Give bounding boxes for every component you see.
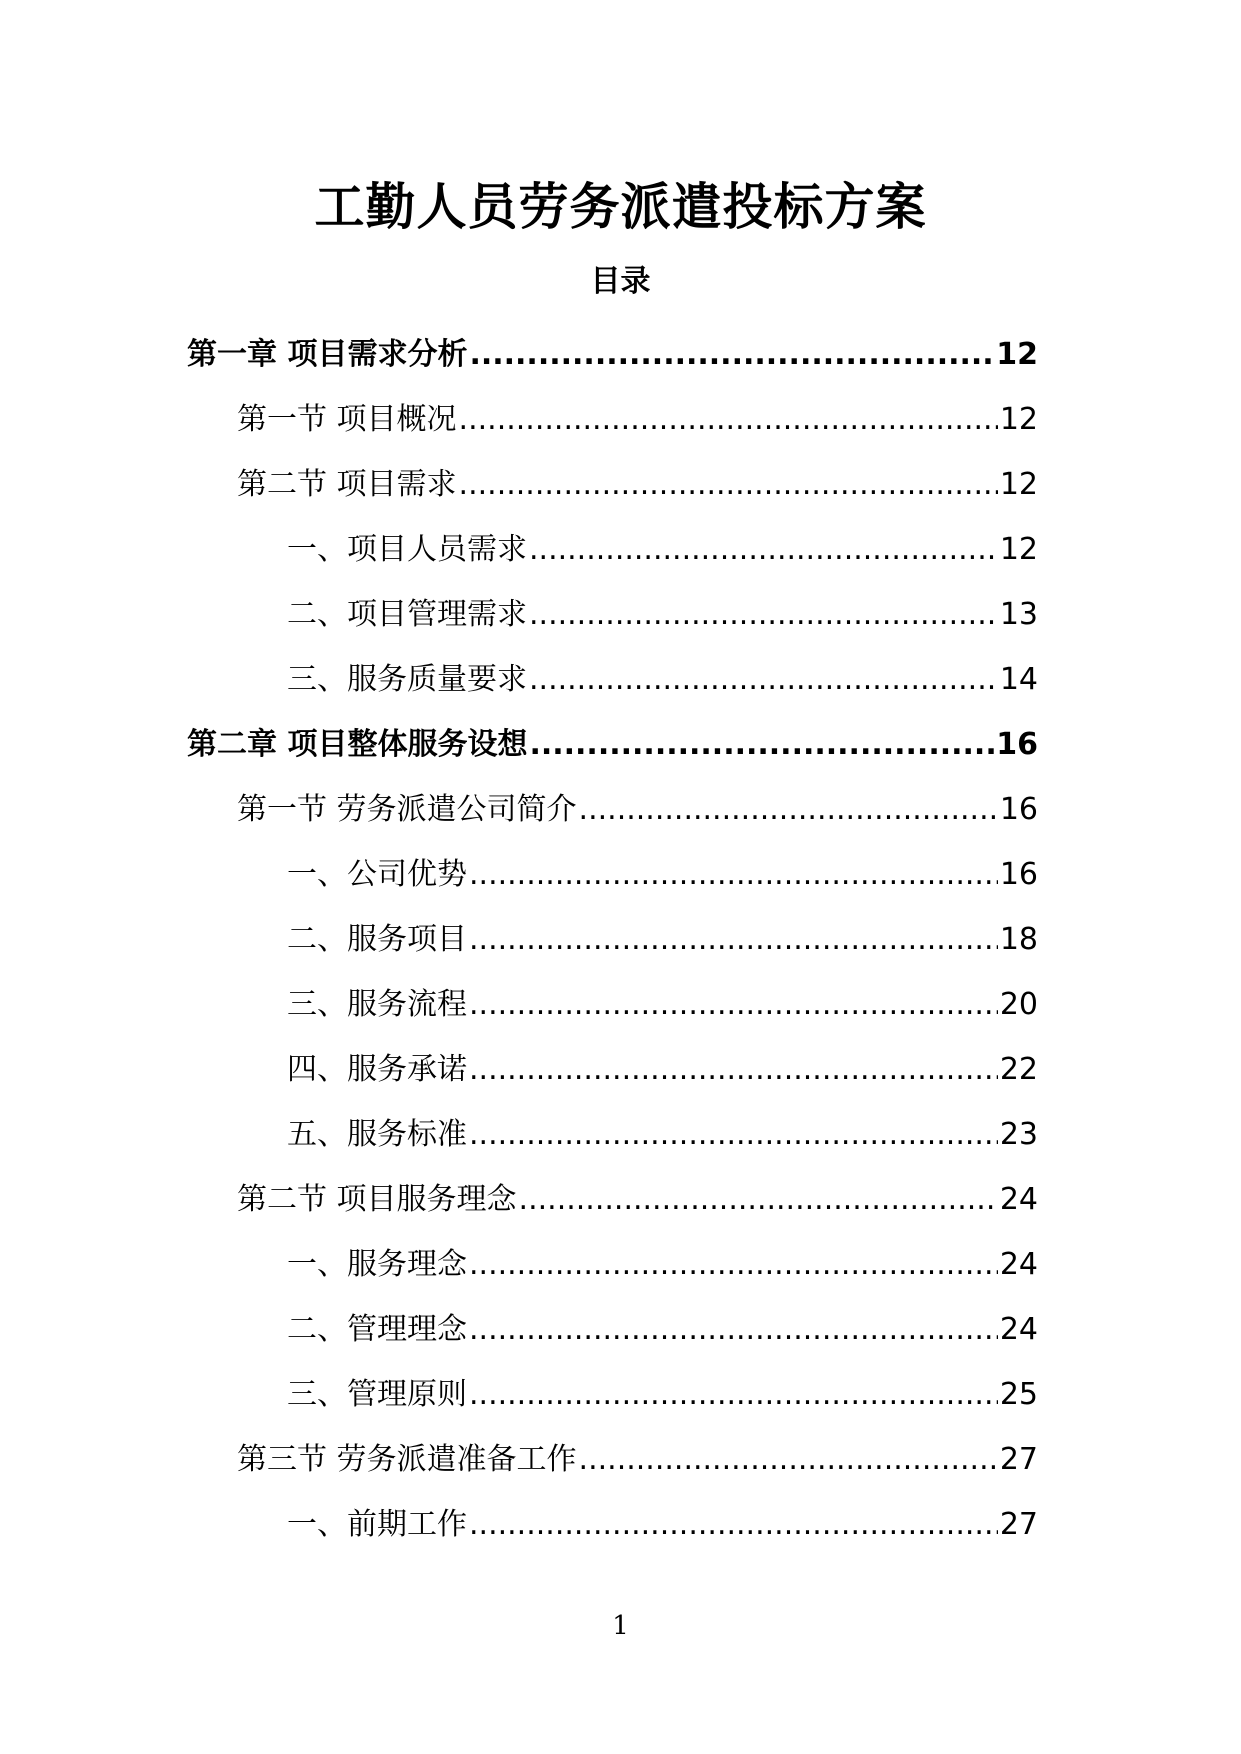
- toc-entry-title: 第一章 项目需求分析: [187, 336, 468, 372]
- toc-dot-leader: [469, 985, 998, 1025]
- toc-dot-leader: [469, 920, 998, 960]
- page-number: 1: [612, 1611, 629, 1641]
- toc-entry-page: 27: [999, 1441, 1038, 1477]
- toc-dot-leader: [579, 790, 998, 830]
- toc-entry[interactable]: [0, 452, 1038, 517]
- toc-entry[interactable]: [0, 907, 1038, 972]
- toc-dot-leader: [469, 1505, 998, 1545]
- toc-entry-page: 23: [999, 1116, 1038, 1152]
- toc-entry-page: 13: [999, 596, 1038, 632]
- toc-dot-leader: [469, 335, 994, 375]
- toc-entry[interactable]: [0, 1102, 1038, 1167]
- toc-entry-title: 五、服务标准: [287, 1116, 467, 1152]
- toc-entry-title: 一、服务理念: [287, 1246, 467, 1282]
- toc-entry-title: 四、服务承诺: [287, 1051, 467, 1087]
- toc-entry[interactable]: [0, 1492, 1038, 1557]
- toc-entry-title: 一、公司优势: [287, 856, 467, 892]
- toc-entry[interactable]: [0, 582, 1038, 647]
- toc-entry-title: 第一节 劳务派遣公司简介: [237, 791, 577, 827]
- toc-entry[interactable]: [0, 1362, 1038, 1427]
- toc-entry-page: 12: [999, 401, 1038, 437]
- toc-entry[interactable]: [0, 1037, 1038, 1102]
- toc-entry[interactable]: [0, 387, 1038, 452]
- toc-entry-page: 16: [999, 791, 1038, 827]
- document-title: 工勤人员劳务派遣投标方案: [314, 178, 927, 236]
- toc-dot-leader: [469, 855, 998, 895]
- toc-dot-leader: [459, 465, 998, 505]
- toc-entry-page: 24: [999, 1246, 1038, 1282]
- toc-entry-page: 18: [999, 921, 1038, 957]
- toc-entry-page: 12: [999, 531, 1038, 567]
- toc-entry-title: 三、服务质量要求: [287, 661, 527, 697]
- toc-dot-leader: [519, 1180, 998, 1220]
- toc-entry-title: 一、项目人员需求: [287, 531, 527, 567]
- toc-entry-page: 24: [999, 1311, 1038, 1347]
- toc-entry-title: 第一节 项目概况: [237, 401, 457, 437]
- toc-dot-leader: [469, 1115, 998, 1155]
- toc-dot-leader: [529, 725, 994, 765]
- toc-entry-page: 25: [999, 1376, 1038, 1412]
- toc-dot-leader: [579, 1440, 998, 1480]
- toc-entry-page: 24: [999, 1181, 1038, 1217]
- toc-entry-page: 20: [999, 986, 1038, 1022]
- toc-entry[interactable]: [0, 842, 1038, 907]
- toc-dot-leader: [469, 1375, 998, 1415]
- toc-entry[interactable]: [0, 322, 1038, 387]
- toc-entry[interactable]: [0, 1167, 1038, 1232]
- toc-entry-page: 12: [996, 336, 1038, 372]
- toc-entry[interactable]: [0, 647, 1038, 712]
- toc-entry[interactable]: [0, 712, 1038, 777]
- toc-entry[interactable]: [0, 972, 1038, 1037]
- toc-dot-leader: [529, 660, 998, 700]
- toc-dot-leader: [469, 1245, 998, 1285]
- toc-entry-title: 二、项目管理需求: [287, 596, 527, 632]
- toc-entry-title: 第二节 项目需求: [237, 466, 457, 502]
- toc-entry-title: 二、管理理念: [287, 1311, 467, 1347]
- toc-entry[interactable]: [0, 777, 1038, 842]
- toc-dot-leader: [459, 400, 998, 440]
- toc-entry-page: 14: [999, 661, 1038, 697]
- table-of-contents: [0, 322, 1241, 1557]
- toc-entry-title: 第三节 劳务派遣准备工作: [237, 1441, 577, 1477]
- toc-entry[interactable]: [0, 1232, 1038, 1297]
- toc-heading: 目录: [590, 264, 651, 299]
- toc-entry-page: 12: [999, 466, 1038, 502]
- toc-entry-page: 27: [999, 1506, 1038, 1542]
- toc-dot-leader: [529, 530, 998, 570]
- toc-entry-page: 16: [999, 856, 1038, 892]
- toc-entry-title: 二、服务项目: [287, 921, 467, 957]
- toc-entry-title: 第二节 项目服务理念: [237, 1181, 517, 1217]
- toc-entry-page: 16: [996, 726, 1038, 762]
- toc-entry-page: 22: [999, 1051, 1038, 1087]
- toc-dot-leader: [469, 1310, 998, 1350]
- toc-entry-title: 一、前期工作: [287, 1506, 467, 1542]
- toc-entry-title: 三、服务流程: [287, 986, 467, 1022]
- toc-entry[interactable]: [0, 1297, 1038, 1362]
- toc-entry[interactable]: [0, 517, 1038, 582]
- toc-dot-leader: [469, 1050, 998, 1090]
- toc-entry[interactable]: [0, 1427, 1038, 1492]
- toc-dot-leader: [529, 595, 998, 635]
- toc-entry-title: 第二章 项目整体服务设想: [187, 726, 528, 762]
- toc-entry-title: 三、管理原则: [287, 1376, 467, 1412]
